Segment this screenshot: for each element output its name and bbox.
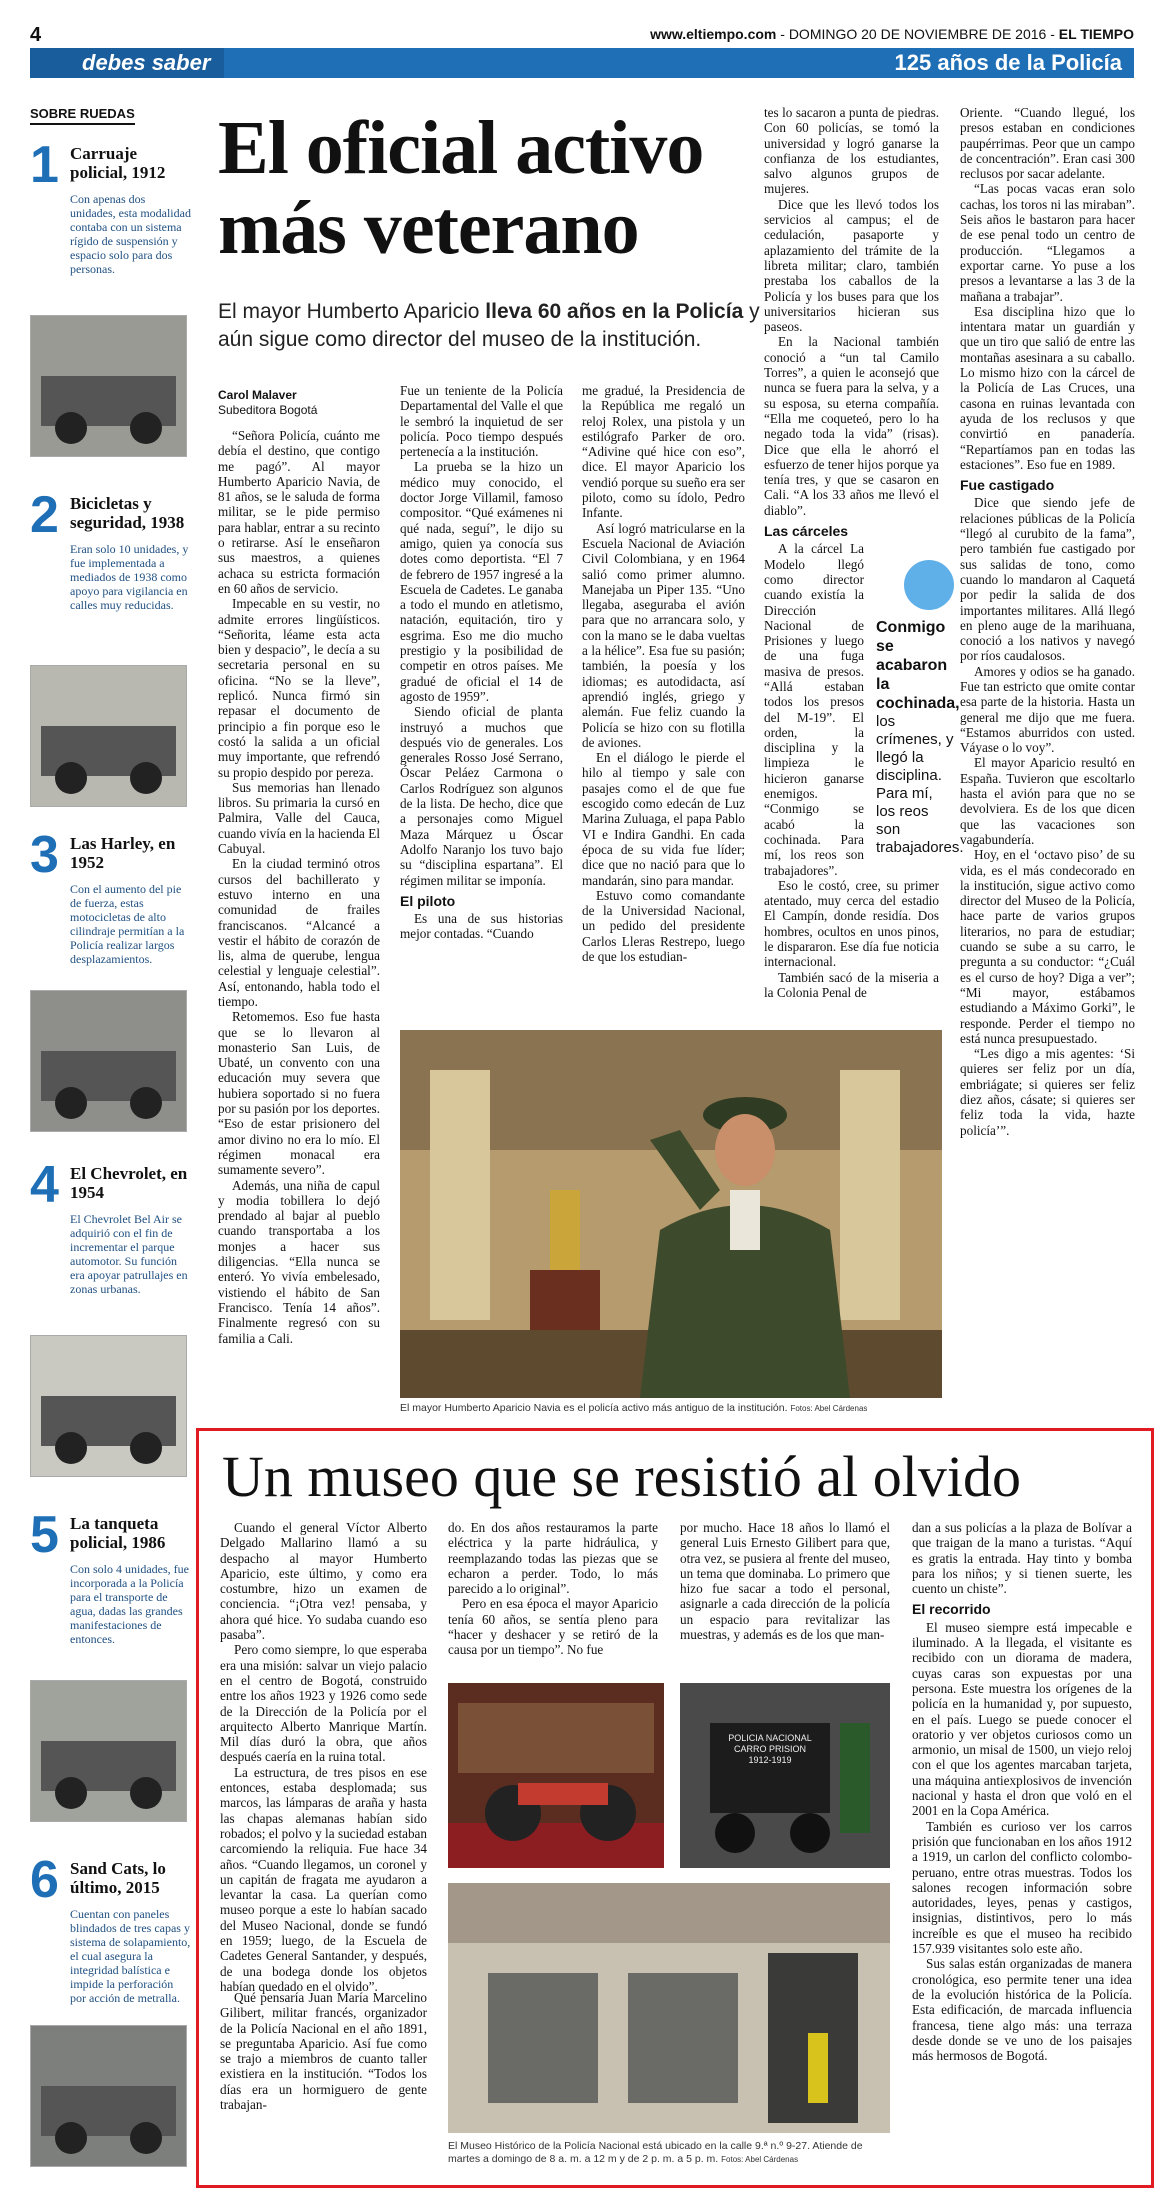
pull-quote-text: los crímenes, y llegó la disciplina. Para mí, los reos son trabajadores. <box>876 713 964 856</box>
sidebar-heading: SOBRE RUEDAS <box>30 106 135 125</box>
article-paragraph: La prueba se la hizo un médico muy conocido, el doctor Jorge Villamil, famoso compositor. “Qué exámenes ni qué nada, seguí”, le dijo su amigo, quien ya conocía sus dotes como deportista. “El 7 de febrero de 1957 ingresé a la Escuela de Cadetes. Le ganaba a todo el mundo en atletismo, natación, equitación, tiro y esgrima. Eso me dio mucho prestigio y la posibilidad de competir en otros países. Me gradué de oficial el 14 de agosto de 1959”. <box>400 459 563 704</box>
museum-column-1-continued <box>220 1990 427 2112</box>
article-paragraph: A la cárcel La Modelo llegó como director cuando existía la Dirección Nacional de Prisiones y luego de una fuga masiva de presos. “Allá estaban todos los presos del M-19”. El orden, la disciplina y la limpieza le hicieron ganarse enemigos. “Conmigo se acabó la cochinada. Para mí, los reos son trabajadores”. <box>764 541 864 878</box>
section-label-left: debes saber <box>30 48 224 78</box>
museum-paragraph: Pero en esa época el mayor Aparicio tenía 60 años, se sentía pleno para “hacer y deshacer y se retiró de la causa por un tiempo”. No fue <box>448 1596 658 1658</box>
article-column-4 <box>764 105 939 1000</box>
subhead-el-recorrido: El recorrido <box>912 1601 991 1618</box>
top-line <box>30 24 1134 46</box>
main-caption-credit: Fotos: Abel Cárdenas <box>790 1404 868 1413</box>
deck-bold: lleva 60 años en la Policía <box>485 300 744 323</box>
sidebar-sobre-ruedas <box>30 105 190 125</box>
article-paragraph: El mayor Aparicio resultó en España. Tuvieron que escoltarlo hasta el avión para que no se devolviera. Es de los que dicen que las vacaciones son vagabundería. <box>960 755 1135 847</box>
section-bar <box>30 48 1134 78</box>
museum-photo-prison-car <box>680 1683 890 1868</box>
subhead-las-carceles: Las cárceles <box>764 523 849 540</box>
article-paragraph: “Señora Policía, cuánto me debía el destino, que contigo me pagó”. Al mayor Humberto Aparicio Navia, de 81 años, se le saluda de forma militar, se le pide permiso para hablar, entrar a su recinto o retirarse. Así le enseñaron sus maestros, a quienes achaca su estricta formación en 60 años de servicio. <box>218 428 380 596</box>
article-paragraph: Sus memorias han llenado libros. Su primaria la cursó en Palmira, Valle del Cauca, cuando vivía en la hacienda El Cabuyal. <box>218 779 380 857</box>
museum-paragraph: Qué pensaría Juan María Marcelino Gilibert, militar francés, organizador de la Policía Nacional en el año 1891, se preguntaba Aparicio. Así fue como se trajo a miembros de cuanto taller existiera en la institución. “Todos los días era un hormiguero de gente trabajan- <box>220 1990 427 2113</box>
byline <box>218 388 317 418</box>
museum-photo-motorcycle <box>448 1683 664 1868</box>
museum-paragraph: Cuando el general Víctor Alberto Delgado Mallarino llamó a su despacho al mayor Humberto Aparicio, este último, y como era costumbre, hizo un examen de conciencia. “¡Otra vez! pensaba, y ahora qué hice. Yo sudaba cuando eso pasaba”. <box>220 1520 427 1643</box>
sidebar-item-title: La tanqueta policial, 1986 <box>70 1514 166 1552</box>
sidebar-item-number: 6 <box>30 1851 59 1909</box>
sidebar-item-number: 4 <box>30 1156 59 1214</box>
article-column-4-narrow <box>764 541 864 878</box>
article-paragraph: Dice que les llevó todos los servicios al campus; el de cedulación, pasaporte y aplazamiento del trámite de la libreta militar; claro, también prestaba los caballos de la Policía y los buses para que los universitarios hicieran sus paseos. <box>764 196 939 335</box>
article-paragraph: Fue un teniente de la Policía Departamental del Valle el que le sembró la inquietud de ser policía. Poco tiempo después pertenecía a la institución. <box>400 383 563 460</box>
museum-column-3 <box>680 1520 890 1642</box>
museum-hall-illustration <box>448 1883 890 2133</box>
main-photo-caption <box>400 1402 942 1415</box>
chevrolet-photo <box>30 1335 187 1477</box>
museum-paragraph: También es curioso ver los carros prisión que funcionaban en los años 1912 a 1919, un carlon del conflicto colombo-peruano, entre otras muestras. Todos los salones recogen información sobre autoridades, leyes, penas y castigos, insignias, distintivos, pero lo más increíble es que el museo ha recibido 157.939 visitantes solo este año. <box>912 1818 1132 1957</box>
museum-paragraph: dan a sus policías a la plaza de Bolívar a que traigan de la mano a turistas. “Aquí es gratis la entrada. Hay tinto y bomba para los niños; y si tienen suerte, les cuento un chiste”. <box>912 1520 1132 1597</box>
article-paragraph: “Las pocas vacas eran solo cachas, los toros ni las miraban”. Seis años le bastaron para hacer de ese penal todo un centro de producción. “Llegamos a exportar carne. Yo puse a los presos a levantarse a las 3 de la mañana a trabajar”. <box>960 181 1135 304</box>
article-paragraph: Eso le costó, cree, su primer atentado, muy cerca del estadio El Campín, donde residía. Dos hombres, ocultos en unos pinos, le dispararon. Ese día fue noticia internacional. <box>764 877 939 970</box>
pull-quote <box>876 560 964 857</box>
site-info: www.eltiempo.com - DOMINGO 20 DE NOVIEMBRE DE 2016 - EL TIEMPO <box>650 26 1134 42</box>
sidebar-item-title: Carruaje policial, 1912 <box>70 144 166 182</box>
article-paragraph: Además, una niña de capul y modia tobillera lo dejó prendado al bajar al pueblo cuando transportaba a los monjes a hacer sus diligencias. “Ella nunca se enteró. Yo vivía embelesado, vistiendo el hábito de San Francisco. Tenía 14 años”. Finalmente regresó con su familia a Cali. <box>218 1177 380 1346</box>
quote-bubble-icon <box>904 560 954 610</box>
sidebar-item-text: Con apenas dos unidades, esta modalidad contaba con un sistema rígido de suspensión y espacio solo para dos personas. <box>70 192 191 276</box>
sidebar-item-number: 5 <box>30 1506 59 1564</box>
article-column-5 <box>960 105 1135 1138</box>
sidebar-item-title: Sand Cats, lo último, 2015 <box>70 1859 166 1897</box>
sidebar-item-text: Cuentan con paneles blindados de tres capas y sistema de solapamiento, el cual asegura la integridad balística e impide la perforación por acción de metralla. <box>70 1907 191 2005</box>
article-column-3 <box>582 383 745 964</box>
sidebar-item-text: El Chevrolet Bel Air se adquirió con el fin de incrementar el parque automotor. Su función era apoyar patrullajes en zonas urbanas. <box>70 1212 188 1296</box>
sidebar-item-title: Bicicletas y seguridad, 1938 <box>70 494 185 532</box>
deck-part-2: y aún sigue como director del museo de la institución. <box>218 300 760 351</box>
article-paragraph: Esa disciplina hizo que lo intentara matar un guardián y que un tiro que salió de entre las montañas asesinara a su caballo. Lo mismo hizo con la cárcel de la Policía de Las Cruces, una casona en ruinas levantada con ayuda de los reclusos y que convirtió en panadería. “Repartíamos pan en todas las estaciones”. Eso fue en 1989. <box>960 303 1135 472</box>
issue-date: DOMINGO 20 DE NOVIEMBRE DE 2016 <box>788 26 1047 42</box>
article-column-1 <box>218 428 380 1346</box>
article-paragraph: En el diálogo le pierde el hilo al tiempo y sale con pasajes como el de que fue escogido como edecán de Luz Marina Zuluaga, el papa Pablo VI e Indira Gandhi. En cada época de su vida fue líder; dice que no nació para que lo mandarán, sino para mandar. <box>582 750 745 888</box>
article-paragraph: Estuvo como comandante de la Universidad Nacional, un pedido del presidente Carlos Lleras Restrepo, luego de que los estudian- <box>582 887 745 964</box>
article-paragraph: Hoy, en el ‘octavo piso’ de su vida, es el más condecorado en la institución, sigue activo como director del Museo de la Policía, hace parte de varios grupos literarios, no para de estudiar; cuando se sube a su carro, le pregunta a su conductor: “¿Cuál es el curso de hoy? Diga a ver”; “Mi mayor, estábamos estudiando a Máximo Gorki”, le responde. Perder el tiempo no está nunca presupuestado. <box>960 847 1135 1046</box>
subhead-fue-castigado: Fue castigado <box>960 477 1055 494</box>
museum-photo-hall <box>448 1883 890 2133</box>
officer-photo-illustration <box>400 1030 942 1398</box>
article-paragraph: Oriente. “Cuando llegué, los presos estaban en condiciones paupérrimas. Peor que un campo de concentración”. Eran casi 300 reclusos por sacar adelante. <box>960 105 1135 182</box>
museum-paragraph: do. En dos años restauramos la parte eléctrica y la parte hidráulica, y reemplazando todas las piezas que se echaron a perder. Todo, lo más parecido a lo original”. <box>448 1520 658 1597</box>
subhead-el-piloto: El piloto <box>400 892 456 909</box>
main-caption-text: El mayor Humberto Aparicio Navia es el policía activo más antiguo de la institución. <box>400 1402 788 1414</box>
museum-caption-text: El Museo Histórico de la Policía Nacional está ubicado en la calle 9.ª n.º 9-27. Atiende de martes a domingo de 8 a. m. a 12 m y de 2 p. m. a 5 p. m. <box>448 2140 863 2165</box>
main-photo-officer-saluting <box>400 1030 942 1398</box>
prison-car-label: POLICIA NACIONAL CARRO PRISION 1912-1919 <box>728 1733 812 1765</box>
pull-quote-bold: Conmigo se acabaron la cochinada, <box>876 619 960 712</box>
article-headline: El oficial activo más veterano <box>218 106 704 270</box>
author-role: Subeditora Bogotá <box>218 403 318 417</box>
bicycles-photo <box>30 665 187 807</box>
author-name: Carol Malaver <box>218 388 297 402</box>
paper-name: EL TIEMPO <box>1058 26 1134 42</box>
museum-paragraph: La estructura, de tres pisos en ese entonces, estaba desplomada; sus marcos, las lámparas de araña y hasta las chapas alemanas habían sido robados; el polvo y la suciedad estaban carcomiendo la reliquia. Fue hace 34 años. “Cuando llegamos, un coronel y un capitán de fragata me ayudaron a levantar la casa. La querían como museo porque a este lo habían sacado del Museo Nacional, donde se fundó en 1959; luego, de la Escuela de Cadetes General Santander, y después, de una bodega donde los objetos habían quedado en el olvido”. <box>220 1764 427 1994</box>
article-paragraph: Así logró matricularse en la Escuela Nacional de Aviación Civil Colombiana, y en 1964 salió como primer alumno. Manejaba un Piper 135. “Uno llegaba, aseguraba el avión para que no arrancara solo, y con la mano se le daba vueltas a la hélice”. Esa fue su pasión; también, la poesía y los idiomas; es autodidacta, así aprendió inglés, griego y alemán. Fue feliz cuando la Policía se hizo con su flotilla de aviones. <box>582 520 745 750</box>
tank-photo <box>30 1680 187 1822</box>
prison-car-illustration <box>680 1683 890 1868</box>
sidebar-item-text: Con solo 4 unidades, fue incorporada a la Policía para el transporte de agua, dadas las grandes manifestaciones de entonces. <box>70 1562 189 1646</box>
sidebar-item-title: El Chevrolet, en 1954 <box>70 1164 188 1202</box>
harley-photo <box>30 990 187 1132</box>
section-label-right: 125 años de la Policía <box>894 50 1122 75</box>
article-paragraph: En la Nacional también conoció a “un tal Camilo Torres”, a quien le aconsejó que nunca se fuera para la selva, y a su esposa, su eterna compañía. “Ella me coqueteó, pero lo ha negado toda la vida” (risas). Dice que ella le ahorró el esfuerzo de tener hijos porque ya tenía tres, y que se casaron en Cali. “A los 33 años me llevó el diablo”. <box>764 334 939 518</box>
museum-paragraph: Sus salas están organizadas de manera cronológica, eso permite tener una idea de la evolución histórica de la Policía. Esta edificación, de marcada influencia francesa, tiene algo más: una terraza desde donde se ve uno de los paisajes más hermosos de Bogotá. <box>912 1956 1132 2064</box>
article-paragraph: tes lo sacaron a punta de piedras. Con 60 policías, se tomó la universidad y logró ganarse la confianza de los estudiantes, salvo algunos grupos de mujeres. <box>764 105 939 197</box>
museum-column-1 <box>220 1520 427 1994</box>
article-paragraph: Impecable en su vestir, no admite errores lingüísticos. “Señorita, léame esta acta bien y despacio”, le decía a su secretaria personal en su oficina. “No se la lleve”, replicó. Nunca firmó sin repasar el documento de principio a fin porque eso le costó la salida a un oficial muy importante, que refrendó su propio despido por pereza. <box>218 596 380 780</box>
sandcat-photo <box>30 2025 187 2167</box>
page-number: 4 <box>30 24 42 46</box>
sidebar-item-text: Con el aumento del pie de fuerza, estas motocicletas de alto cilindraje permitían a la Policía realizar largos desplazamientos. <box>70 882 185 966</box>
article-paragraph: Amores y odios se ha ganado. Fue tan estricto que omite contar esa parte de la historia. Hasta un general me dijo que me fuera. “Estamos aburridos con usted. Váyase o lo voy”. <box>960 663 1135 756</box>
article-paragraph: Dice que siendo jefe de relaciones públicas de la Policía “llegó al curubito de la fama”, pero también fue castigado por sus salidas de tono, como cuando lo mandaron al Caquetá por pedir la salida de dos importantes militares. Allá llegó en pleno auge de la marihuana, conoció a los nativos y navegó por ríos caudalosos. <box>960 495 1135 664</box>
article-paragraph: “Les digo a mis agentes: ‘Si quieres ser feliz por un día, embriágate; si quieres ser feliz diez años, cásate; si quieres ser feliz toda la vida, hazte policía’”. <box>960 1046 1135 1138</box>
article-paragraph: me gradué, la Presidencia de la República me regaló un reloj Rolex, una pistola y un estilógrafo Parker de oro. “Adivine qué hice con eso”, dice. El mayor Aparicio los vendió porque su sueño era ser piloto, como su ídolo, Pedro Infante. <box>582 383 745 521</box>
museum-column-2 <box>448 1520 658 1680</box>
sidebar-item-number: 2 <box>30 486 59 544</box>
museum-title: Un museo que se resistió al olvido <box>222 1444 1022 1509</box>
museum-caption-credit: Fotos: Abel Cárdenas <box>721 2155 799 2164</box>
article-paragraph: Es una de sus historias mejor contadas. “Cuando <box>400 911 563 942</box>
article-paragraph: En la ciudad terminó otros cursos del bachillerato y estuvo interno en una comunidad de frailes franciscanos. “Alcancé a vestir el hábito de corazón de lis, alma de querube, lengua celestial y lenguaje celestial”. Así, entonando, habla todo el tiempo. <box>218 856 380 1009</box>
article-deck <box>218 298 778 354</box>
sidebar-item-number: 1 <box>30 136 59 194</box>
museum-caption <box>448 2140 890 2166</box>
deck-part-1: El mayor Humberto Aparicio <box>218 300 480 323</box>
museum-paragraph: Pero como siempre, lo que esperaba era una misión: salvar un viejo palacio en el centro de Bogotá, construido entre los años 1923 y 1926 como sede de la Dirección de la Policía por el arquitecto Alberto Manrique Martín. Mil días duró la obra, que años después caería en la ruina total. <box>220 1642 427 1765</box>
carriage-photo <box>30 315 187 457</box>
museum-paragraph: El museo siempre está impecable e iluminado. A la llegada, el visitante es recibido con un diorama de madera, cuyas caras son expuestas por una persona. Este muestra los orígenes de la policía en la humanidad y, por supuesto, en el país. Luego se puede conocer el oratorio y ver objetos curiosos como un armonio, un misal de 1500, un viejo reloj con el que los agentes marcaban tarjeta, una máquina antiexplosivos de invención nacional y hasta el dron que voló en el 2001 en la Copa América. <box>912 1619 1132 1819</box>
museum-column-4 <box>912 1520 1132 2063</box>
sidebar-item-title: Las Harley, en 1952 <box>70 834 176 872</box>
article-column-2 <box>400 383 563 942</box>
motorcycle-illustration <box>448 1683 664 1868</box>
article-paragraph: Siendo oficial de planta instruyó a muchos que después vio de generales. Los generales Rosso José Serrano, Óscar Peláez Carmona o Carlos Rodríguez son algunos de la lista. De hecho, dice que a personajes como Miguel Maza Márquez u Óscar Adolfo Naranjo los tuvo bajo su “disciplina espartana”. El régimen militar se imponía. <box>400 704 563 888</box>
article-paragraph: También sacó de la miseria a la Colonia Penal de <box>764 969 939 1000</box>
site-url[interactable]: www.eltiempo.com <box>650 26 777 42</box>
sidebar-item-text: Eran solo 10 unidades, y fue implementada a mediados de 1938 como apoyo para vigilancia en calles muy reducidas. <box>70 542 189 612</box>
sidebar-item-number: 3 <box>30 826 59 884</box>
museum-paragraph: por mucho. Hace 18 años lo llamó el general Luis Ernesto Gilibert para que, otra vez, se pusiera al frente del museo, un tema que dominaba. Lo primero que hizo fue sacar a todo el personal, asignarle a cada dirección de la policía un espacio para revitalizar las muestras, y además es de los que man- <box>680 1520 890 1643</box>
article-paragraph: Retomemos. Eso fue hasta que se lo llevaron al monasterio San Luis, de Ubaté, un convento con una educación muy severa que hubiera soportado si no fuera por su pasión por los deportes. “Eso de estar prisionero del amor divino no era lo mío. El régimen monacal era sumamente severo”. <box>218 1009 380 1178</box>
